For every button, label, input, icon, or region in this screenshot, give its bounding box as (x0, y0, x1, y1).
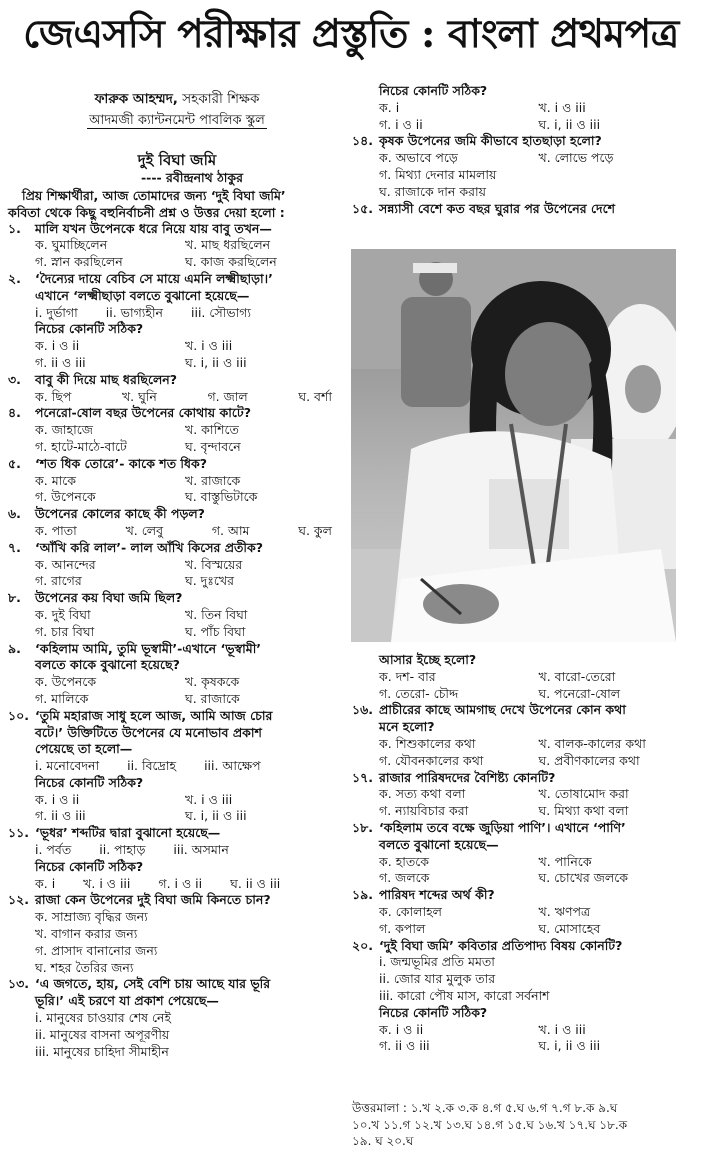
question-10: ১০. ‘তুমি মহারাজ সাধু হলে আজ, আমি আজ চোর বটে।’ উক্তিটিতে উপেনের যে মনোভাব প্রকাশ পেয়েছে তা হলো— i. মনোবেদনা ii. বিদ্রোহ iii. আক্ষেপ নিচের কোনটি সঠিক? ক. i ও ii খ. i ও iii গ. ii ও iii ঘ. i, ii ও iii (8, 707, 273, 824)
question-14: ১৪. কৃষক উপেনের জমি কীভাবে হাতছাড়া হলো? ক. অভাবে পড়ে খ. লোভে পড়ে গ. মিথ্যা দেনার মামলায় ঘ. রাজাকে দান করায় (352, 133, 614, 199)
question-11: ১১. ‘ভূধর’ শব্দটির দ্বারা বুঝানো হয়েছে— i. পর্বত ii. পাহাড় iii. অসমান নিচের কোনটি সঠিক? ক. i খ. i ও iii গ. i ও ii ঘ. ii ও iii (8, 825, 281, 891)
author-name: ফারুক আহম্মদ, (94, 91, 178, 107)
author-role: সহকারী শিক্ষক (182, 91, 260, 107)
answer-key: উত্তরমালা : ১.খ ২.ক ৩.ক ৪.গ ৫.ঘ ৬.গ ৭.গ ৮.ক ৯.ঘ ১০.খ ১১.গ ১২.খ ১৩.ঘ ১৪.গ ১৫.ঘ ১৬.খ ১৭.ঘ ১৮.ক ১৯. ঘ ২০.ঘ (352, 1101, 628, 1148)
page-headline: জেএসসি পরীক্ষার প্রস্তুতি : বাংলা প্রথমপত্র (23, 11, 679, 57)
poem-title: দুই বিঘা জমি (137, 150, 217, 169)
question-19: ১৯. পারিষদ শব্দের অর্থ কী? ক. কোলাহল খ. ঋণপত্র গ. কপাল ঘ. মোসাহেব (352, 887, 601, 936)
question-9: ৯. ‘কহিলাম আমি, তুমি ভূস্বামী’-এখানে ‘ভূস্বামী’ বলতে কাকে বুঝানো হয়েছে? ক. উপেনকে খ. কৃষককে গ. মালিকে ঘ. রাজাকে (8, 640, 262, 706)
question-13: ১৩. ‘এ জগতে, হায়, সেই বেশি চায় আছে যার ভূরি ভূরি।’ এই চরণে যা প্রকাশ পেয়েছে— i. মানুষের চাওয়ার শেষ নেই ii. মানুষের বাসনা অপূরণীয় iii. মানুষের চাহিদা সীমাহীন (8, 976, 271, 1059)
question-2: ২. ‘দৈন্যের দায়ে বেচিব সে মায়ে এমনি লক্ষ্মীছাড়া।’ এখানে ‘লক্ষ্মীছাড়া বলতে বুঝানো হয়েছে— i. দুর্ভাগা ii. ভাগ্যহীন iii. সৌভাগ্য নিচের কোনটি সঠিক? ক. i ও ii খ. i ও iii গ. ii ও iii ঘ. i, ii ও iii (8, 270, 273, 370)
right-column-bottom: আসার ইচ্ছে হলো? ক. দশ- বার খ. বারো-তেরো গ. তেরো- চৌদ্দ ঘ. পনেরো-ষোল ১৬. প্রাচীরের কাছে আমগাছ দেখে উপেনের কোন কথা মনে হলো? ক. শিশুকালের কথা খ. বালক-কালের কথা গ. যৌবনকালের কথা ঘ. প্রবীণকালের কথা ১৭. রাজার পারিষদদের বৈশিষ্ট্য কোনটি? ক. সত্য কথা বলা খ. তোষামোদ করা গ. ন্যায়বিচার করা ঘ. মিথ্যা কথা বলা ১৮. ‘কহিলাম তবে বক্ষে জুড়িয়া পাণি’। এখানে ‘পাণি’ বলতে বুঝানো হয়েছে— ক. হাতকে খ. পানিকে গ. জলকে ঘ. চোখের জলকে ১৯. পারিষদ শব্দের অর্থ কী? ক. কোলাহল খ. ঋণপত্র গ. কপাল ঘ. মোসাহেব ২০. ‘দুই বিঘা জমি’ কবিতার প্রতিপাদ্য বিষয় কোনটি? i. জন্মভূমির প্রতি মমতা ii. জোর যার মুলুক তার iii. কারো পৌষ মাস, কারো সর্বনাশ নিচের কোনটি সঠিক? ক. i ও ii খ. i ও iii গ. ii ও iii ঘ. i, ii ও iii (352, 652, 698, 1055)
question-12: ১২. রাজা কেন উপেনের দুই বিঘা জমি কিনতে চান? ক. সাম্রাজ্য বৃদ্ধির জন্য খ. বাগান করার জন্য গ. প্রাসাদ বানানোর জন্য ঘ. শহর তৈরির জন্য (8, 892, 271, 975)
question-3: ৩. বাবু কী দিয়ে মাছ ধরছিলেন? ক. ছিপ খ. ঘুনি গ. জাল ঘ. বর্শা (8, 371, 332, 404)
intro-text: প্রিয় শিক্ষার্থীরা, আজ তোমাদের জন্য ‘দুই বিঘা জমি’ কবিতা থেকে কিছু বহুনির্বাচনী প্রশ্ন ও উত্তর দেয়া হলো : (8, 187, 286, 220)
student-exam-photo (351, 249, 676, 642)
author-school: আদমজী ক্যান্টনমেন্ট পাবলিক স্কুল (89, 113, 265, 128)
question-4: ৪. পনেরো-ষোল বছর উপেনের কোথায় কাটে? ক. জাহাজে খ. কাশিতে গ. হাটে-মাঠে-বাটে ঘ. বৃন্দাবনে (8, 405, 251, 454)
question-1: ১. মালি যখন উপেনকে ধরে নিয়ে যায় বাবু তখন— ক. ঘুমাচ্ছিলেন খ. মাছ ধরছিলেন গ. স্নান করছিলেন ঘ. কাজ করছিলেন (8, 220, 277, 270)
question-6: ৬. উপেনের কোলের কাছে কী পড়ল? ক. পাতা খ. লেবু গ. আম ঘ. কুল (8, 506, 332, 538)
question-17: ১৭. রাজার পারিষদদের বৈশিষ্ট্য কোনটি? ক. সত্য কথা বলা খ. তোষামোদ করা গ. ন্যায়বিচার করা ঘ. মিথ্যা কথা বলা (352, 769, 629, 819)
question-15: ১৫. সন্ন্যাসী বেশে কত বছর ঘুরার পর উপেনের দেশে (352, 200, 616, 216)
author-line (8, 90, 346, 109)
right-column-top: নিচের কোনটি সঠিক? ক. i খ. i ও iii গ. i ও ii ঘ. i, ii ও iii ১৪. কৃষক উপেনের জমি কীভাবে হাতছাড়া হলো? ক. অভাবে পড়ে খ. লোভে পড়ে গ. মিথ্যা দেনার মামলায় ঘ. রাজাকে দান করায় ১৫. সন্ন্যাসী বেশে কত বছর ঘুরার পর উপেনের দেশে (352, 83, 698, 217)
question-5: ৫. ‘শত ধিক তোরে’- কাকে শত ধিক? ক. মাকে খ. রাজাকে গ. উপেনকে ঘ. বাস্তুভিটাকে (8, 455, 258, 505)
poet-name: ---- রবীন্দ্রনাথ ঠাকুর (140, 169, 244, 185)
photo-illustration (351, 249, 676, 642)
question-18: ১৮. ‘কহিলাম তবে বক্ষে জুড়িয়া পাণি’। এখানে ‘পাণি’ বলতে বুঝানো হয়েছে— ক. হাতকে খ. পানিকে গ. জলকে ঘ. চোখের জলকে (352, 819, 628, 886)
question-7: ৭. ‘আঁখি করি লাল’- লাল আঁখি কিসের প্রতীক? ক. আনন্দের খ. বিস্ময়ের গ. রাগের ঘ. দুঃখের (8, 539, 263, 589)
question-20: ২০. ‘দুই বিঘা জমি’ কবিতার প্রতিপাদ্য বিষয় কোনটি? i. জন্মভূমির প্রতি মমতা ii. জোর যার মুলুক তার iii. কারো পৌষ মাস, কারো সর্বনাশ নিচের কোনটি সঠিক? ক. i ও ii খ. i ও iii গ. ii ও iii ঘ. i, ii ও iii (352, 937, 623, 1054)
question-16: ১৬. প্রাচীরের কাছে আমগাছ দেখে উপেনের কোন কথা মনে হলো? ক. শিশুকালের কথা খ. বালক-কালের কথা গ. যৌবনকালের কথা ঘ. প্রবীণকালের কথা (352, 702, 646, 768)
question-8: ৮. উপেনের কয় বিঘা জমি ছিল? ক. দুই বিঘা খ. তিন বিঘা গ. চার বিঘা ঘ. পাঁচ বিঘা (8, 590, 248, 639)
left-column (8, 90, 346, 1060)
